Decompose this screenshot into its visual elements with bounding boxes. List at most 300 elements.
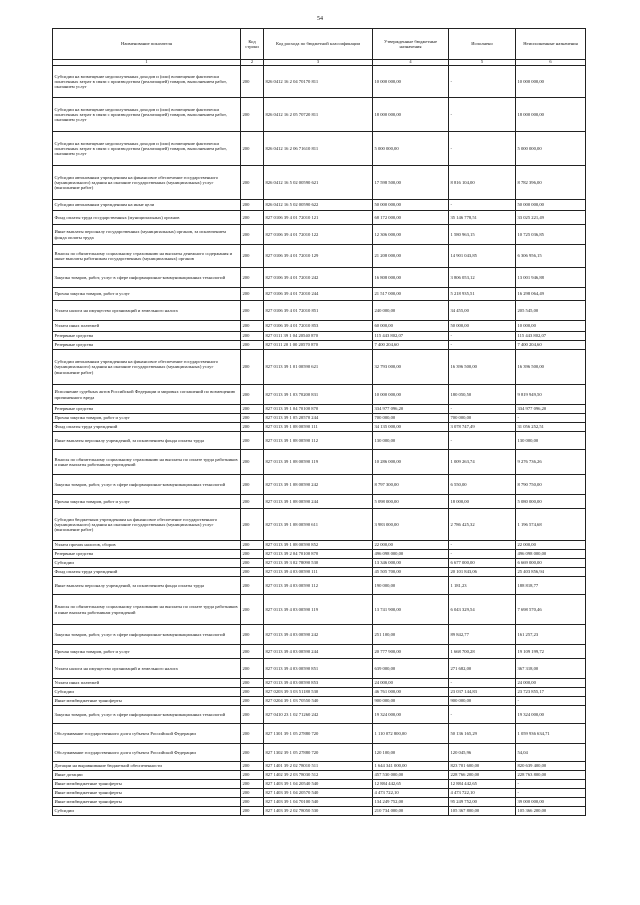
unexecuted-cell: 50 000 000,00 <box>516 200 586 211</box>
row-code-cell: 200 <box>241 780 264 789</box>
row-code-cell: 200 <box>241 798 264 807</box>
executed-cell: 35 146 778,51 <box>449 211 516 225</box>
approved-cell: 115 443 802,07 <box>373 332 449 341</box>
table-row <box>53 807 586 816</box>
row-name-cell: Субсидии на возмещение недополученных доходов и (или) возмещение фактически понесенных затрат в связи с производством (реализацией) товаров, выполнением работ, оказанием услуг <box>53 66 241 98</box>
approved-cell: 5 098 000,00 <box>373 495 449 509</box>
table-row <box>53 98 586 132</box>
unexecuted-cell: 31 056 252,51 <box>516 423 586 432</box>
row-name-cell: Дотации на выравнивание бюджетной обеспеченности <box>53 762 241 771</box>
column-header: Код расхода по бюджетной классификации <box>264 29 373 60</box>
approved-cell: 3 983 000,00 <box>373 509 449 541</box>
table-row <box>53 798 586 807</box>
approved-cell: 120 100,00 <box>373 744 449 762</box>
approved-cell: 13 741 900,00 <box>373 595 449 625</box>
budget-code-cell: 827 0113 39 4 03 00590 119 <box>264 595 373 625</box>
table-row <box>53 679 586 688</box>
table-row <box>53 288 586 301</box>
approved-cell: 21 517 000,00 <box>373 288 449 301</box>
table-row <box>53 211 586 225</box>
header-row <box>53 29 586 60</box>
row-code-cell: 200 <box>241 559 264 568</box>
budget-code-cell: 827 0113 39 4 03 00590 242 <box>264 625 373 645</box>
table-row <box>53 595 586 625</box>
row-code-cell: 200 <box>241 200 264 211</box>
row-code-cell: 200 <box>241 577 264 595</box>
row-code-cell: 200 <box>241 385 264 405</box>
executed-cell: 2 786 425,32 <box>449 509 516 541</box>
row-name-cell: Иные межбюджетные трансферты <box>53 789 241 798</box>
row-name-cell: Субсидии автономным учреждениям на финансовое обеспечение государственного (муниципального) задания на оказание государственных (муниципальных) услуг (выполнение работ) <box>53 350 241 385</box>
unexecuted-cell: - <box>516 789 586 798</box>
row-name-cell: Прочая закупка товаров, работ и услуг <box>53 495 241 509</box>
unexecuted-cell: 105 366 200,00 <box>516 807 586 816</box>
row-code-cell: 200 <box>241 789 264 798</box>
row-code-cell: 200 <box>241 66 264 98</box>
approved-cell: 45 505 700,00 <box>373 568 449 577</box>
budget-code-cell: 827 0113 39 1 01 00590 621 <box>264 350 373 385</box>
budget-code-cell: 827 0113 39 4 03 00590 853 <box>264 679 373 688</box>
budget-code-cell: 827 0106 39 4 01 72010 121 <box>264 211 373 225</box>
executed-cell: 1 668 700,28 <box>449 645 516 659</box>
budget-code-cell: 827 0113 39 1 08 00590 112 <box>264 432 373 450</box>
budget-code-cell: 827 0113 39 4 03 00590 111 <box>264 568 373 577</box>
row-name-cell: Закупка товаров, работ, услуг в сфере информационно-коммуникационных технологий <box>53 268 241 288</box>
budget-code-cell: 827 1403 39 1 04 20540 540 <box>264 780 373 789</box>
executed-cell: 4 473 722,10 <box>449 789 516 798</box>
row-name-cell: Иные межбюджетные трансферты <box>53 798 241 807</box>
approved-cell: 17 598 500,00 <box>373 166 449 200</box>
executed-cell: 50 000,00 <box>449 321 516 332</box>
row-code-cell: 200 <box>241 807 264 816</box>
unexecuted-cell: 22 000,00 <box>516 541 586 550</box>
approved-cell: 13 346 000,00 <box>373 559 449 568</box>
row-code-cell: 200 <box>241 211 264 225</box>
row-code-cell: 200 <box>241 744 264 762</box>
executed-cell: - <box>449 98 516 132</box>
budget-code-cell: 827 0111 39 1 04 20540 870 <box>264 332 373 341</box>
row-name-cell: Прочая закупка товаров, работ и услуг <box>53 414 241 423</box>
approved-cell: 700 000,00 <box>373 414 449 423</box>
row-name-cell: Иные выплаты персоналу учреждений, за исключением фонда оплаты труда <box>53 577 241 595</box>
column-header: Утвержденные бюджетные назначения <box>373 29 449 60</box>
executed-cell: 18 000,00 <box>449 495 516 509</box>
column-number: 3 <box>264 60 373 66</box>
row-name-cell: Субсидии <box>53 807 241 816</box>
row-name-cell: Закупка товаров, работ, услуг в сфере информационно-коммуникационных технологий <box>53 706 241 724</box>
budget-code-cell: 827 0203 39 3 03 51180 530 <box>264 688 373 697</box>
executed-cell: 14 901 043,85 <box>449 245 516 268</box>
table-row <box>53 414 586 423</box>
row-name-cell: Субсидии <box>53 688 241 697</box>
executed-cell: 89 842,77 <box>449 625 516 645</box>
table-row <box>53 350 586 385</box>
row-code-cell: 200 <box>241 724 264 744</box>
approved-cell: 50 000 000,00 <box>373 200 449 211</box>
unexecuted-cell: 6 306 956,15 <box>516 245 586 268</box>
budget-code-cell: 827 0106 39 4 01 72010 853 <box>264 321 373 332</box>
row-name-cell: Исполнение судебных актов Российской Федерации и мировых соглашений по возмещению причиненного вреда <box>53 385 241 405</box>
approved-cell: 210 734 000,00 <box>373 807 449 816</box>
row-code-cell: 200 <box>241 245 264 268</box>
approved-cell: 130 000,00 <box>373 432 449 450</box>
row-name-cell: Уплата иных платежей <box>53 321 241 332</box>
table-row <box>53 550 586 559</box>
executed-cell: 3 806 053,12 <box>449 268 516 288</box>
approved-cell: 68 172 000,00 <box>373 211 449 225</box>
budget-code-cell: 827 1402 39 2 03 78030 512 <box>264 771 373 780</box>
column-number: 1 <box>53 60 241 66</box>
row-name-cell: Субсидии на возмещение недополученных доходов и (или) возмещение фактически понесенных затрат в связи с производством (реализацией) товаров, выполнением работ, оказанием услуг <box>53 132 241 166</box>
table-row <box>53 301 586 321</box>
row-code-cell: 200 <box>241 495 264 509</box>
row-name-cell: Обслуживание государственного долга субъекта Российской Федерации <box>53 724 241 744</box>
unexecuted-cell: - <box>516 780 586 789</box>
row-code-cell: 200 <box>241 268 264 288</box>
unexecuted-cell: 9 276 736,26 <box>516 450 586 475</box>
executed-cell: 900 000,00 <box>449 697 516 706</box>
executed-cell: 700 000,00 <box>449 414 516 423</box>
unexecuted-cell: 10 000 000,00 <box>516 66 586 98</box>
executed-cell: 1 580 963,15 <box>449 225 516 245</box>
table-row <box>53 385 586 405</box>
budget-code-cell: 827 0113 39 4 03 00590 244 <box>264 645 373 659</box>
row-name-cell: Взносы по обязательному социальному страхованию на выплаты по оплате труда работников и иные выплаты работникам учреждений <box>53 450 241 475</box>
executed-cell: 105 367 800,00 <box>449 807 516 816</box>
row-name-cell: Прочая закупка товаров, работ и услуг <box>53 288 241 301</box>
unexecuted-cell: 115 443 802,07 <box>516 332 586 341</box>
column-header: Неисполненные назначения <box>516 29 586 60</box>
row-name-cell: Резервные средства <box>53 405 241 414</box>
column-header: Исполнено <box>449 29 516 60</box>
unexecuted-cell: 9 819 949,50 <box>516 385 586 405</box>
budget-code-cell: 827 0106 39 4 01 72010 122 <box>264 225 373 245</box>
page-number: 54 <box>317 16 323 22</box>
row-code-cell: 200 <box>241 132 264 166</box>
table-row <box>53 577 586 595</box>
budget-code-cell: 827 1403 39 1 04 70100 540 <box>264 798 373 807</box>
approved-cell: 10 000 000,00 <box>373 66 449 98</box>
approved-cell: 8 797 300,00 <box>373 475 449 495</box>
budget-code-cell: 827 1301 39 1 05 27880 720 <box>264 724 373 744</box>
unexecuted-cell: 25 403 856,94 <box>516 568 586 577</box>
executed-cell: 95 249 752,00 <box>449 798 516 807</box>
unexecuted-cell: 19 324 000,00 <box>516 706 586 724</box>
table-row <box>53 66 586 98</box>
unexecuted-cell: 228 763 800,00 <box>516 771 586 780</box>
row-name-cell: Фонд оплаты труда учреждений <box>53 423 241 432</box>
approved-cell: 10 000 000,00 <box>373 385 449 405</box>
executed-cell: 16 396 500,00 <box>449 350 516 385</box>
column-number: 6 <box>516 60 586 66</box>
budget-code-cell: 827 0106 39 4 01 72010 244 <box>264 288 373 301</box>
executed-cell: - <box>449 332 516 341</box>
row-code-cell: 200 <box>241 550 264 559</box>
approved-cell: 18 000 000,00 <box>373 98 449 132</box>
row-name-cell: Прочая закупка товаров, работ и услуг <box>53 645 241 659</box>
unexecuted-cell: 7 698 570,46 <box>516 595 586 625</box>
row-name-cell: Субсидии на возмещение недополученных доходов и (или) возмещение фактически понесенных затрат в связи с производством (реализацией) товаров, выполнением работ, оказанием услуг <box>53 98 241 132</box>
approved-cell: 24 000,00 <box>373 679 449 688</box>
unexecuted-cell: - <box>516 414 586 423</box>
table-row <box>53 771 586 780</box>
row-code-cell: 200 <box>241 450 264 475</box>
table-row <box>53 432 586 450</box>
row-name-cell: Взносы по обязательному социальному страхованию на выплаты денежного содержания и иные выплаты работникам государственных (муниципальных) органов <box>53 245 241 268</box>
approved-cell: 457 530 000,00 <box>373 771 449 780</box>
table-row <box>53 509 586 541</box>
approved-cell: 1 644 341 000,00 <box>373 762 449 771</box>
executed-cell: 5 218 935,51 <box>449 288 516 301</box>
approved-cell: 32 793 000,00 <box>373 350 449 385</box>
approved-cell: 21 208 000,00 <box>373 245 449 268</box>
budget-code-cell: 827 0410 23 1 02 71260 242 <box>264 706 373 724</box>
row-code-cell: 200 <box>241 697 264 706</box>
row-name-cell: Субсидии <box>53 559 241 568</box>
column-number: 4 <box>373 60 449 66</box>
row-name-cell: Уплата налога на имущество организаций и земельного налога <box>53 301 241 321</box>
approved-cell: 5 000 000,00 <box>373 132 449 166</box>
executed-cell: - <box>449 200 516 211</box>
budget-code-cell: 827 1403 39 1 04 20570 540 <box>264 789 373 798</box>
budget-code-cell: 827 1401 39 2 02 78010 511 <box>264 762 373 771</box>
unexecuted-cell: 7 400 204,60 <box>516 341 586 350</box>
table-row <box>53 332 586 341</box>
table-row <box>53 659 586 679</box>
approved-cell: 12 306 000,00 <box>373 225 449 245</box>
table-row <box>53 132 586 166</box>
budget-code-cell: 827 0113 39 1 08 00590 852 <box>264 541 373 550</box>
row-name-cell: Фонд оплаты труда учреждений <box>53 568 241 577</box>
table-row <box>53 559 586 568</box>
row-code-cell: 200 <box>241 595 264 625</box>
row-name-cell: Иные межбюджетные трансферты <box>53 780 241 789</box>
unexecuted-cell: 205 545,00 <box>516 301 586 321</box>
unexecuted-cell: 24 000,00 <box>516 679 586 688</box>
row-name-cell: Фонд оплаты труда государственных (муниципальных) органов <box>53 211 241 225</box>
executed-cell: 6 550,00 <box>449 475 516 495</box>
table-row <box>53 341 586 350</box>
unexecuted-cell: 188 818,77 <box>516 577 586 595</box>
budget-execution-table <box>52 28 586 816</box>
budget-code-cell: 827 0106 39 4 01 72010 851 <box>264 301 373 321</box>
budget-code-cell: 827 0106 39 4 01 72010 242 <box>264 268 373 288</box>
row-code-cell: 200 <box>241 301 264 321</box>
table-row <box>53 166 586 200</box>
executed-cell: 1 009 263,74 <box>449 450 516 475</box>
table-row <box>53 744 586 762</box>
budget-code-cell: 827 0106 39 4 01 72010 129 <box>264 245 373 268</box>
table-row <box>53 645 586 659</box>
row-code-cell: 200 <box>241 706 264 724</box>
row-code-cell: 200 <box>241 659 264 679</box>
executed-cell: 23 037 144,83 <box>449 688 516 697</box>
executed-cell: 120 045,96 <box>449 744 516 762</box>
unexecuted-cell: - <box>516 697 586 706</box>
row-code-cell: 200 <box>241 405 264 414</box>
budget-code-cell: 827 0113 39 1 04 70100 870 <box>264 405 373 414</box>
executed-cell: 20 101 843,06 <box>449 568 516 577</box>
row-name-cell: Обслуживание государственного долга субъекта Российской Федерации <box>53 744 241 762</box>
unexecuted-cell: 130 000,00 <box>516 432 586 450</box>
table-row <box>53 724 586 744</box>
column-header: Наименование показателя <box>53 29 241 60</box>
budget-code-cell: 827 0113 39 1 03 70200 831 <box>264 385 373 405</box>
executed-cell: - <box>449 341 516 350</box>
row-code-cell: 200 <box>241 350 264 385</box>
executed-cell: - <box>449 132 516 166</box>
unexecuted-cell: 5 080 000,00 <box>516 495 586 509</box>
executed-cell: 6 677 000,00 <box>449 559 516 568</box>
row-name-cell: Уплата налога на имущество организаций и земельного налога <box>53 659 241 679</box>
unexecuted-cell: 8 790 750,00 <box>516 475 586 495</box>
column-number: 2 <box>241 60 264 66</box>
budget-code-cell: 826 0412 16 2 06 71610 811 <box>264 132 373 166</box>
budget-code-cell: 827 1403 39 2 02 78050 530 <box>264 807 373 816</box>
budget-code-cell: 827 0113 39 4 03 00590 112 <box>264 577 373 595</box>
approved-cell: 20 777 900,00 <box>373 645 449 659</box>
budget-code-cell: 826 0412 16 2 05 70720 811 <box>264 98 373 132</box>
budget-code-cell: 827 0113 39 1 05 20570 244 <box>264 414 373 423</box>
executed-cell: - <box>449 66 516 98</box>
row-code-cell: 200 <box>241 625 264 645</box>
approved-cell: 639 000,00 <box>373 659 449 679</box>
unexecuted-cell: 820 639 400,00 <box>516 762 586 771</box>
row-code-cell: 200 <box>241 568 264 577</box>
budget-code-cell: 827 0113 39 2 04 70100 870 <box>264 550 373 559</box>
row-code-cell: 200 <box>241 475 264 495</box>
unexecuted-cell: 23 723 855,17 <box>516 688 586 697</box>
table-row <box>53 405 586 414</box>
row-name-cell: Субсидии бюджетным учреждениям на финансовое обеспечение государственного (муниципального) задания на оказание государственных (муниципальных) услуг (выполнение работ) <box>53 509 241 541</box>
unexecuted-cell: 19 109 199,72 <box>516 645 586 659</box>
unexecuted-cell: 1 059 936 634,71 <box>516 724 586 744</box>
approved-cell: 496 098 000,00 <box>373 550 449 559</box>
table-row <box>53 780 586 789</box>
table-row <box>53 475 586 495</box>
row-name-cell: Закупка товаров, работ, услуг в сфере информационно-коммуникационных технологий <box>53 625 241 645</box>
budget-code-cell: 827 0113 39 1 08 00590 242 <box>264 475 373 495</box>
approved-cell: 22 000,00 <box>373 541 449 550</box>
budget-code-cell: 827 0113 39 3 02 78090 530 <box>264 559 373 568</box>
table-row <box>53 697 586 706</box>
unexecuted-cell: 10 000,00 <box>516 321 586 332</box>
budget-code-cell: 826 0412 16 5 02 00590 621 <box>264 166 373 200</box>
budget-code-cell: 827 0113 39 4 03 00590 851 <box>264 659 373 679</box>
table-row <box>53 762 586 771</box>
executed-cell: - <box>449 432 516 450</box>
approved-cell: 60 000,00 <box>373 321 449 332</box>
row-code-cell: 200 <box>241 321 264 332</box>
row-name-cell: Закупка товаров, работ, услуг в сфере информационно-коммуникационных технологий <box>53 475 241 495</box>
row-code-cell: 200 <box>241 166 264 200</box>
column-header: Код строки <box>241 29 264 60</box>
approved-cell: 34 135 000,00 <box>373 423 449 432</box>
executed-cell: - <box>449 550 516 559</box>
budget-code-cell: 827 0113 39 1 08 00590 244 <box>264 495 373 509</box>
row-code-cell: 200 <box>241 332 264 341</box>
approved-cell: 334 977 096,20 <box>373 405 449 414</box>
budget-code-cell: 827 0111 20 1 00 20570 870 <box>264 341 373 350</box>
approved-cell: 7 400 204,60 <box>373 341 449 350</box>
row-name-cell: Иные выплаты персоналу государственных (муниципальных) органов, за исключением фонда оплаты труда <box>53 225 241 245</box>
table-row <box>53 495 586 509</box>
table-row <box>53 423 586 432</box>
unexecuted-cell: 16 298 064,49 <box>516 288 586 301</box>
table-row <box>53 268 586 288</box>
approved-cell: 240 000,00 <box>373 301 449 321</box>
unexecuted-cell: 496 098 000,00 <box>516 550 586 559</box>
row-code-cell: 200 <box>241 98 264 132</box>
table-row <box>53 321 586 332</box>
executed-cell: - <box>449 706 516 724</box>
row-name-cell: Иные выплаты персоналу учреждений, за исключением фонда оплаты труда <box>53 432 241 450</box>
unexecuted-cell: 33 025 221,49 <box>516 211 586 225</box>
table-body <box>53 66 586 816</box>
executed-cell: - <box>449 541 516 550</box>
unexecuted-cell: 367 318,00 <box>516 659 586 679</box>
row-code-cell: 200 <box>241 688 264 697</box>
table-row <box>53 541 586 550</box>
row-name-cell: Резервные средства <box>53 341 241 350</box>
executed-cell: 8 816 104,00 <box>449 166 516 200</box>
unexecuted-cell: 8 782 396,00 <box>516 166 586 200</box>
budget-code-cell: 827 0204 39 1 03 70550 540 <box>264 697 373 706</box>
unexecuted-cell: 10 725 036,85 <box>516 225 586 245</box>
executed-cell: 50 136 165,29 <box>449 724 516 744</box>
unexecuted-cell: 54,04 <box>516 744 586 762</box>
unexecuted-cell: 39 000 000,00 <box>516 798 586 807</box>
table-row <box>53 789 586 798</box>
unexecuted-cell: 13 001 946,88 <box>516 268 586 288</box>
unexecuted-cell: 1 196 574,68 <box>516 509 586 541</box>
approved-cell: 190 000,00 <box>373 577 449 595</box>
executed-cell: 6 043 329,54 <box>449 595 516 625</box>
budget-code-cell: 827 0113 39 1 08 00590 111 <box>264 423 373 432</box>
executed-cell: 12 884 442,65 <box>449 780 516 789</box>
row-code-cell: 200 <box>241 509 264 541</box>
approved-cell: 10 286 000,00 <box>373 450 449 475</box>
table-row <box>53 625 586 645</box>
table-row <box>53 450 586 475</box>
row-code-cell: 200 <box>241 288 264 301</box>
approved-cell: 900 000,00 <box>373 697 449 706</box>
executed-cell: - <box>449 405 516 414</box>
row-name-cell: Иные дотации <box>53 771 241 780</box>
row-code-cell: 200 <box>241 679 264 688</box>
budget-code-cell: 827 0113 39 1 08 00590 611 <box>264 509 373 541</box>
executed-cell: 1 181,23 <box>449 577 516 595</box>
row-code-cell: 200 <box>241 414 264 423</box>
table-row <box>53 225 586 245</box>
row-code-cell: 200 <box>241 423 264 432</box>
row-code-cell: 200 <box>241 225 264 245</box>
unexecuted-cell: 18 000 000,00 <box>516 98 586 132</box>
unexecuted-cell: 334 977 096,20 <box>516 405 586 414</box>
row-code-cell: 200 <box>241 762 264 771</box>
budget-code-cell: 827 1302 39 1 05 27880 720 <box>264 744 373 762</box>
budget-code-cell: 826 0412 16 2 04 70170 811 <box>264 66 373 98</box>
executed-cell: 228 766 200,00 <box>449 771 516 780</box>
unexecuted-cell: 161 257,23 <box>516 625 586 645</box>
table-row <box>53 688 586 697</box>
row-name-cell: Субсидии автономным учреждениям на финансовое обеспечение государственного (муниципального) задания на оказание государственных (муниципальных) услуг (выполнение работ) <box>53 166 241 200</box>
executed-cell: 180 050,50 <box>449 385 516 405</box>
row-code-cell: 200 <box>241 645 264 659</box>
row-code-cell: 200 <box>241 771 264 780</box>
unexecuted-cell: 6 669 000,00 <box>516 559 586 568</box>
approved-cell: 134 249 752,00 <box>373 798 449 807</box>
